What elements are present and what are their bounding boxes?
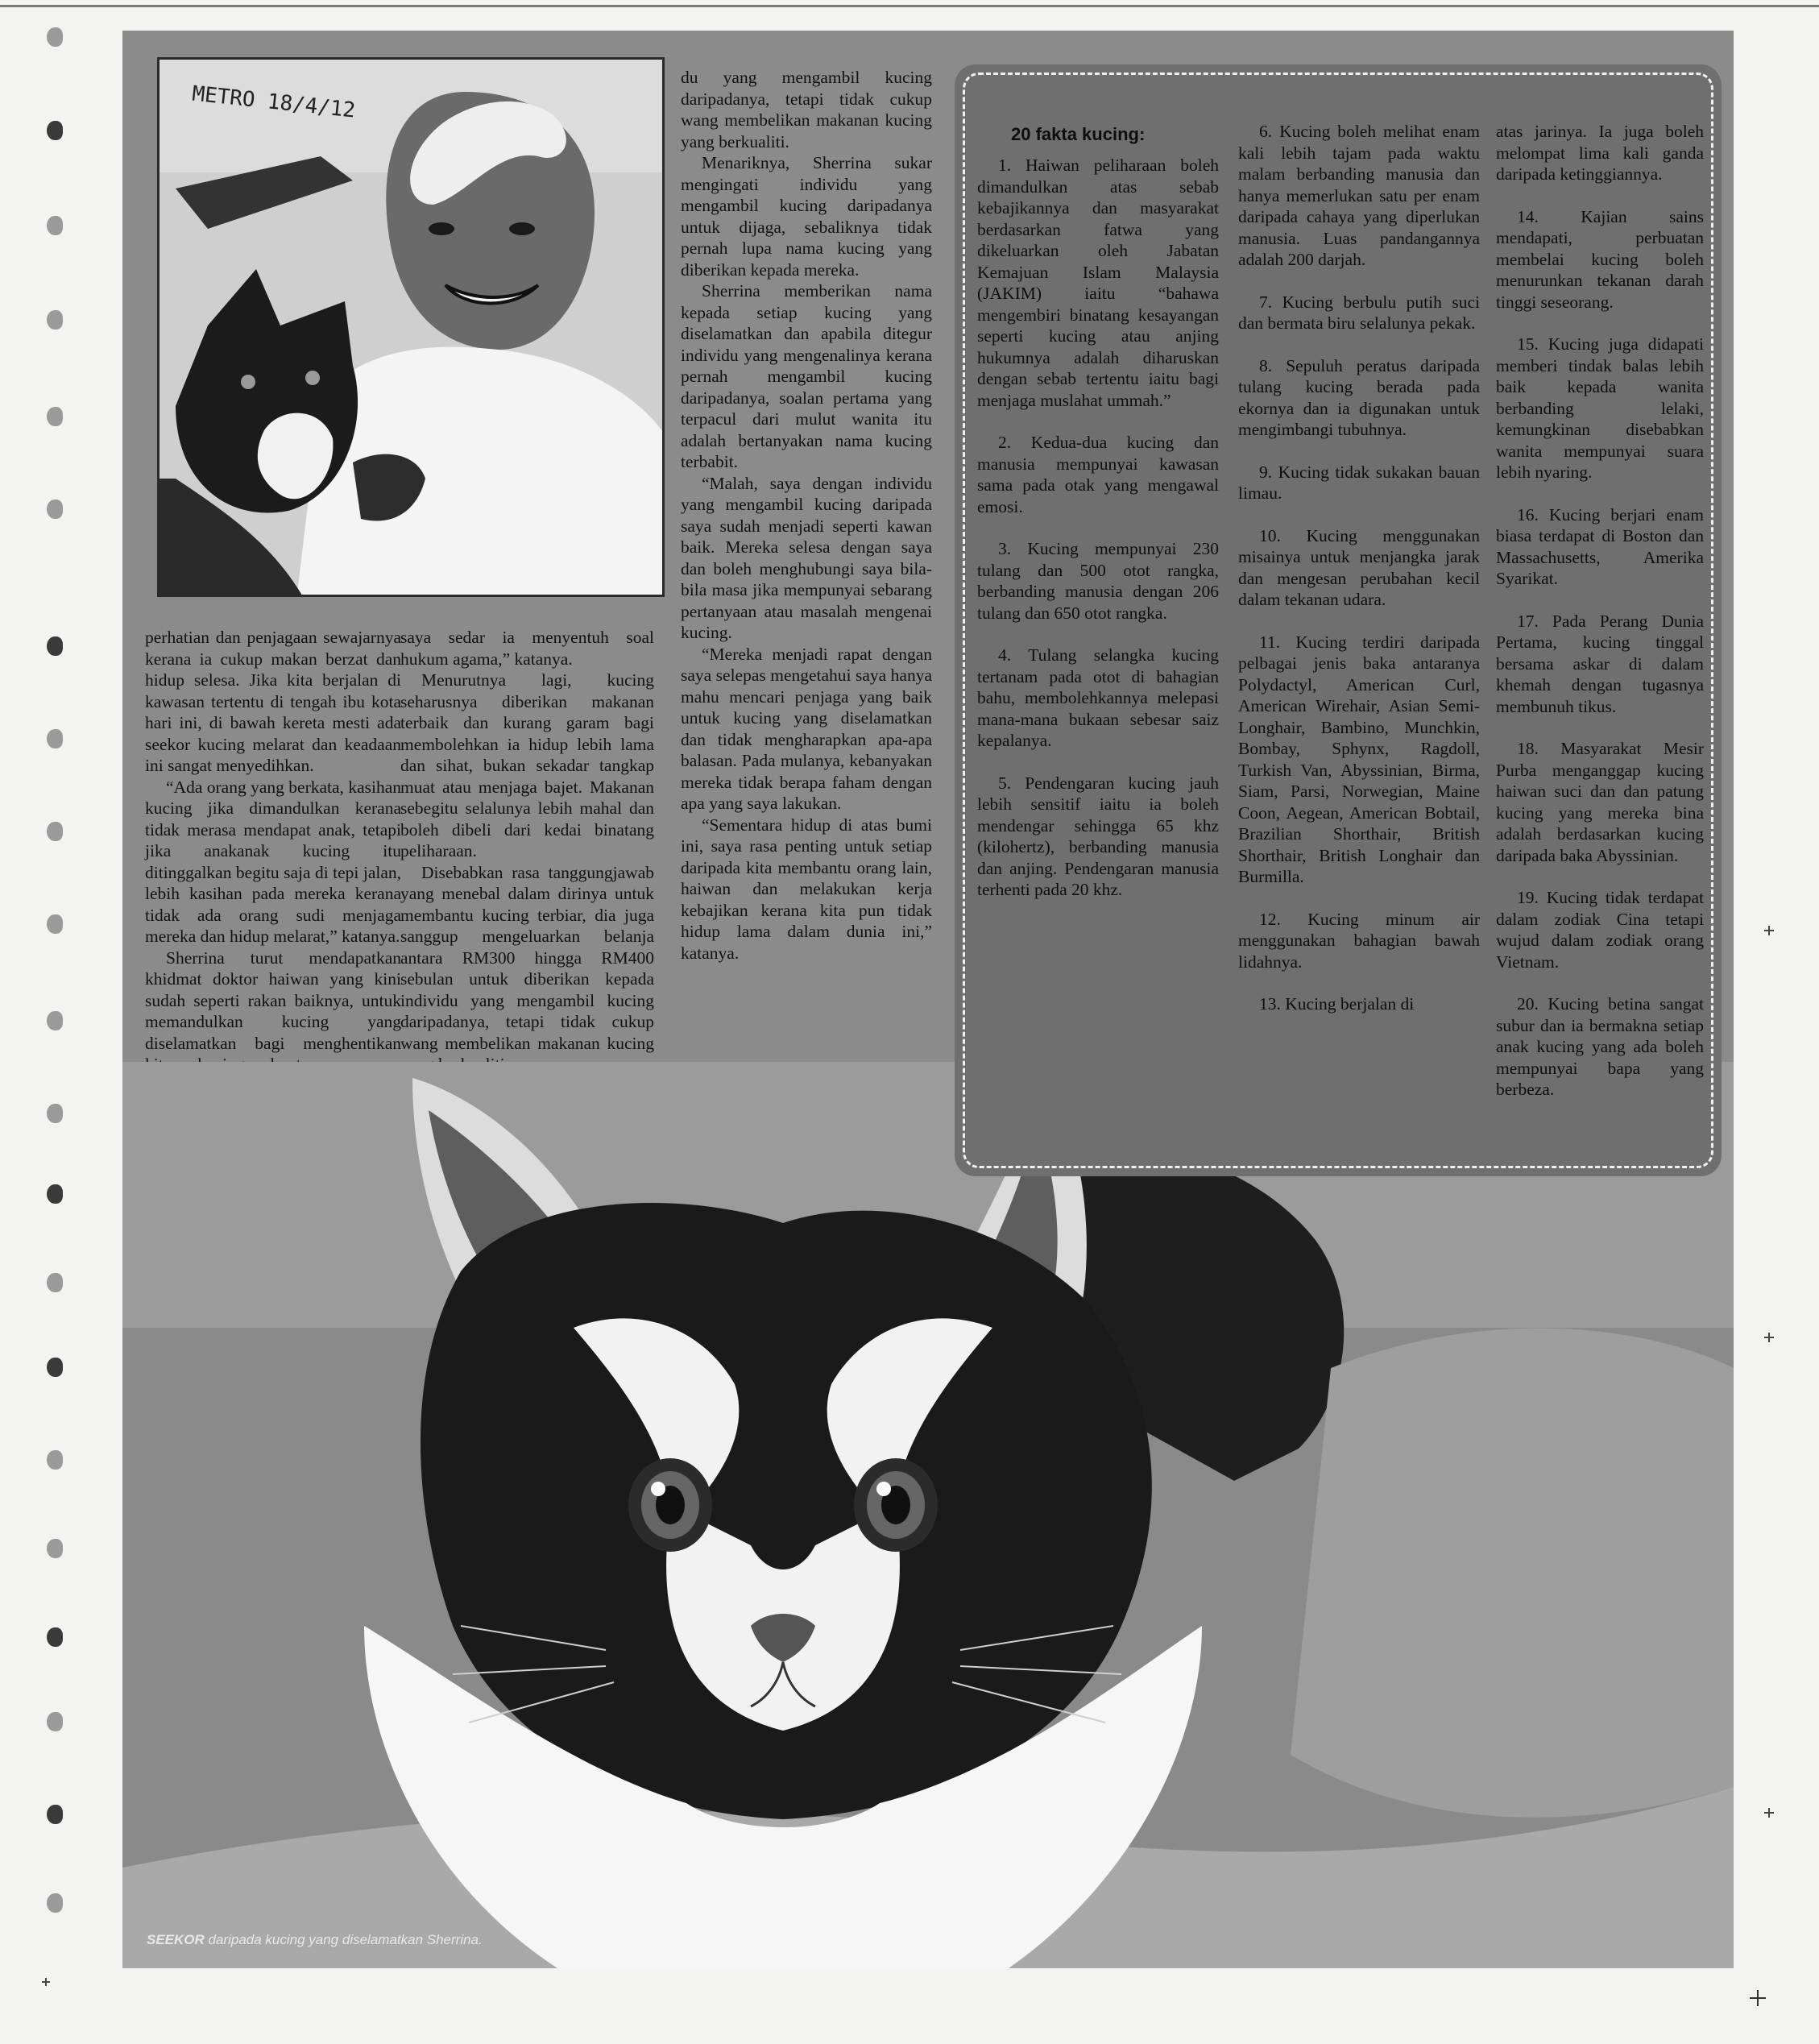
facts-title: 20 fakta kucing: [1011,124,1146,144]
article-paragraph: Menurutnya lagi, kucing seharusnya diberikan makanan terbaik dan kurang garam bagi membolehkan ia hidup lebih lama dan sihat, bukan sekadar tangkap muat atau menjaga bajet. Makanan sebegitu selalunya lebih mahal dan boleh dibeli dari kedai binatang peliharaan. [400,670,654,860]
article-paragraph: “Malah, saya dengan individu yang mengambil kucing daripada saya sudah menjadi seperti kawan baik. Mereka selesa dengan saya dan boleh menghubungi saya bila-bila masa jika mempunyai sebarang pertanyaan atau masalah mengenai kucing. [681,473,932,642]
handwritten-date-note: METRO 18/4/12 [190,81,357,123]
article-paragraph: saya sedar ia menyentuh soal hukum agama,” katanya. [400,628,654,669]
article-paragraph: “Ada orang yang berkata, kasihan kucing jika dimandulkan kerana tidak merasa mendapat anak, tetapi jika anakanak kucing itu ditinggalkan begitu saja di tepi jalan, lebih kasihan pada mereka kerana tidak ada orang sudi menjaga mereka dan hidup melarat,” katanya. [145,777,401,946]
fact-item: 20. Kucing betina sangat subur dan ia bermakna setiap anak kucing yang ada boleh mempunyai bapa yang berbeza. [1496,994,1704,1099]
article-paragraph: Sherrina memberikan nama kepada setiap kucing yang diselamatkan dan apabila ditegur individu yang mengenalinya kerana pernah mengambil kucing daripadanya, soalan pertama yang terpacul dari mulut wanita itu adalah bertanyakan nama kucing terbabit. [681,281,932,471]
article-paragraph: “Sementara hidup di atas bumi ini, saya rasa penting untuk setiap daripada kita membantu orang lain, haiwan dan melakukan kerja kebajikan kerana kita pun tidak hidup lama dalam dunia ini,” katanya. [681,815,932,963]
fact-item: 6. Kucing boleh melihat enam kali lebih tajam pada waktu malam berbanding manusia dan hanya memerlukan satu per enam daripada cahaya yang diperlukan manusia. Luas pandangannya adalah 200 darjah. [1238,122,1480,269]
fact-item: atas jarinya. Ia juga boleh melompat lima kali ganda daripada ketinggiannya. [1496,122,1704,184]
article-paragraph: du yang mengambil kucing daripadanya, tetapi tidak cukup wang membelikan makanan kucing yang berkualiti. [681,68,932,151]
article-paragraph: Disebabkan rasa tanggungjawab yang menebal dalam dirinya untuk membantu kucing terbiar, dia juga sanggup mengeluarkan belanja antara RM300 hingga RM400 sebulan untuk diberikan kepada individu yang mengambil kucing daripadanya, tetapi tidak cukup wang membelikan makanan kucing [400,862,654,1053]
fact-item: 7. Kucing berbulu putih suci dan bermata biru selalunya pekak. [1238,292,1480,333]
fact-item: 17. Pada Perang Dunia Pertama, kucing tinggal bersama askar di dalam khemah dengan tugasnya membunuh tikus. [1496,611,1704,716]
article-paragraph: Menariknya, Sherrina sukar mengingati individu yang mengambil kucing daripadanya untuk dijaga, sebaliknya tidak pernah lupa nama kucing yang diberikan kepada mereka. [681,153,932,280]
fact-item: 10. Kucing menggunakan misainya untuk menjangka jarak dan mengesan perubahan kecil dalam tekanan udara. [1238,525,1480,609]
fact-item: 2. Kedua-dua kucing dan manusia mempunyai kawasan sama pada otak yang mengawal emosi. [977,433,1219,516]
fact-item: 1. Haiwan peliharaan boleh dimandulkan atas sebab kebajikannya dan masyarakat berdasarkan fatwa yang dikeluarkan oleh Jabatan Kemajuan Islam Malaysia (JAKIM) iaitu “bahawa mengembiri binatang kesayangan seperti kucing atau anjing hukumnya adalah diharuskan dengan sebab tertentu iaitu bagi menjaga muslahat ummah.” [977,155,1219,410]
caption-text: daripada kucing yang diselamatkan Sherrina. [204,1932,483,1947]
fact-item: 9. Kucing tidak sukakan bauan limau. [1238,462,1480,503]
fact-item: 13. Kucing berjalan di [1259,994,1415,1014]
article-paragraph: perhatian dan penjagaan sewajarnya kerana ia cukup makan berzat dan hidup selesa. Jika kita berjalan di kawasan tertentu di tengah ibu kota hari ini, di bawah kereta mesti ada seekor kucing melarat dan keadaan ini sangat menyedihkan. [145,628,401,775]
article-paragraph: Sherrina turut mendapatkan khidmat doktor haiwan yang kini sudah seperti rakan baiknya, untuk memandulkan kucing yang diselamatkan bagi menghentikan [145,947,401,1053]
fact-item: 14. Kajian sains mendapati, perbuatan membelai kucing boleh menurunkan tekanan darah tinggi seseorang. [1496,206,1704,312]
fact-item: 15. Kucing juga didapati memberi tindak balas lebih baik kepada wanita berbanding lelaki, kemungkinan disebabkan wanita mempunyai suara lebih nyaring. [1496,334,1704,482]
fact-item: 12. Kucing minum air menggunakan bahagian bawah lidahnya. [1238,909,1480,972]
article-paragraph: “Mereka menjadi rapat dengan saya selepas mengetahui saya hanya mahu mencari penjaga yang baik untuk kucing yang diselamatkan dan tidak mengharapkan apa-apa balasan. Pada mulanya, kebanyakan mereka tidak berapa faham dengan apa yang saya lakukan. [681,644,932,813]
fact-item: 11. Kucing terdiri daripada pelbagai jenis baka antaranya Polydactyl, American Curl, American Wirehair, Asian Semi-Longhair, Bambino, Munchkin, Bombay, Sphynx, Ragdoll, Turkish Van, Abyssinian, Birma, Siam, Parsi, Norwegian, Maine Coon, Aegean, American Bobtail, Brazilian Shorthair, British Shorthair, British Longhair dan Burmilla. [1238,632,1480,886]
fact-item: 4. Tulang selangka kucing tertanam pada otot di bahagian bahu, membolehkannya melepasi mana-mana bukaan sebesar saiz kepalanya. [977,645,1219,750]
fact-item: 8. Sepuluh peratus daripada tulang kucing berada pada ekornya dan ia digunakan untuk mengimbangi tubuhnya. [1238,355,1480,439]
fact-item: 19. Kucing tidak terdapat dalam zodiak Cina tetapi wujud dalam zodiak orang Vietnam. [1496,888,1704,972]
caption-lead: SEEKOR [147,1932,205,1947]
fact-item: 3. Kucing mempunyai 230 tulang dan 500 otot rangka, berbanding manusia dengan 206 tulang dan 650 otot rangka. [977,539,1219,623]
fact-item: 5. Pendengaran kucing jauh lebih sensitif iaitu ia boleh mendengar sehingga 65 khz (kilohertz), berbanding manusia dan anjing. Pendengaran manusia terhenti pada 20 khz. [977,773,1219,899]
fact-item: 18. Masyarakat Mesir Purba menganggap kucing haiwan suci dan dan patung kucing yang mereka bina adalah berdasarkan kucing daripada baka Abyssinian. [1496,739,1704,865]
fact-item: 16. Kucing berjari enam biasa terdapat di Boston dan Massachusetts, Amerika Syarikat. [1496,504,1704,588]
